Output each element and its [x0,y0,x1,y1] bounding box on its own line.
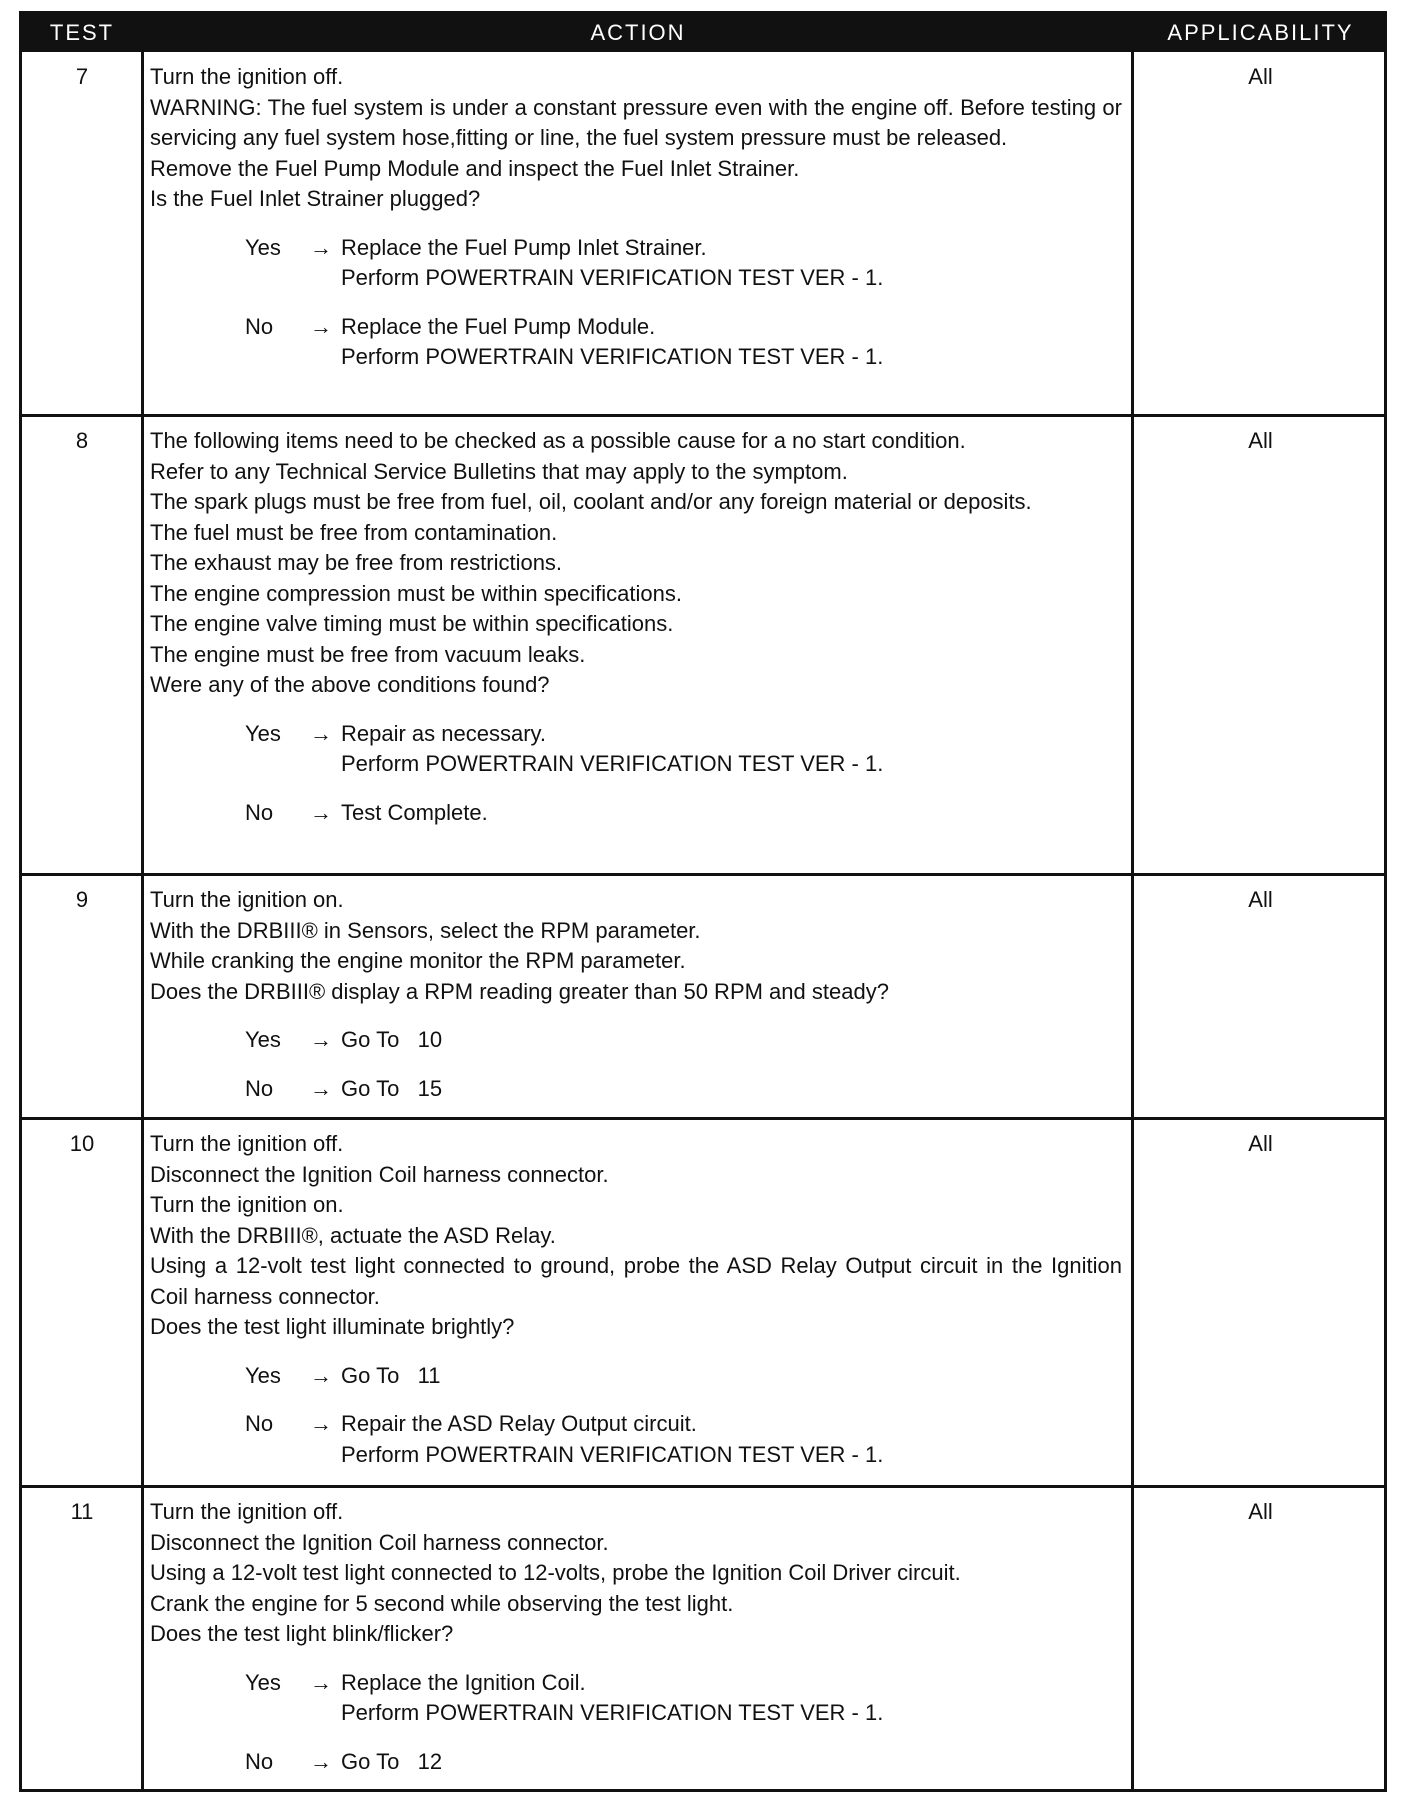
no-result [341,1409,883,1470]
result-text: Perform POWERTRAIN VERIFICATION TEST VER - 1. [341,344,884,369]
header-test: TEST [49,20,115,45]
right-arrow-icon: → [310,720,332,746]
result-text: Replace the Ignition Coil. [341,1669,586,1695]
action-step: Disconnect the Ignition Coil harness connector. [150,1529,609,1555]
test-number: 9 [75,887,89,912]
action-step: The engine must be free from vacuum leaks. [150,641,586,667]
header-applicability: APPLICABILITY [1167,20,1354,45]
result-text: Go To 11 [341,1362,441,1388]
action-step: Does the test light illuminate brightly? [150,1314,515,1339]
applicability-value: All [1248,1131,1273,1156]
test-number: 10 [69,1131,95,1156]
applicability-value: All [1248,64,1273,89]
result-text: Go To 15 [341,1075,443,1101]
action-step: The engine compression must be within specifications. [150,580,682,606]
yes-branch [150,1668,1122,1729]
yes-label: Yes [245,234,281,260]
row-divider [22,1485,1384,1488]
yes-result [341,1025,442,1056]
action-step: Using a 12-volt test light connected to ground, probe the ASD Relay Output circuit in the Ignition Coil harness connector. [150,1253,1122,1309]
action-step: WARNING: The fuel system is under a constant pressure even with the engine off. Before testing or servicing any fuel system hose,fitting or line, the fuel system pressure must be released. [150,94,1122,150]
action-step: With the DRBIII® in Sensors, select the RPM parameter. [150,917,701,943]
test-row-10 [22,1119,1384,1487]
no-branch [150,1747,1122,1778]
action-step: The engine valve timing must be within specifications. [150,611,674,636]
yes-label: Yes [245,1669,281,1695]
no-label: No [245,799,274,825]
test-action [150,426,1122,828]
right-arrow-icon: → [310,313,332,339]
result-text: Perform POWERTRAIN VERIFICATION TEST VER - 1. [341,1700,884,1725]
result-text: Repair the ASD Relay Output circuit. [341,1411,697,1436]
yes-result [341,1361,440,1392]
action-step: Turn the ignition off. [150,64,344,89]
result-text: Perform POWERTRAIN VERIFICATION TEST VER - 1. [341,751,884,776]
test-number: 7 [75,64,89,89]
action-step: Using a 12-volt test light connected to 12-volts, probe the Ignition Coil Driver circuit. [150,1560,961,1585]
test-row-11 [22,1487,1384,1789]
right-arrow-icon: → [310,1027,332,1052]
no-label: No [245,1411,274,1436]
no-label: No [245,313,274,339]
yes-result [341,719,883,780]
table-header [22,14,1384,52]
right-arrow-icon: → [310,234,332,260]
action-step: Does the test light blink/flicker? [150,1621,454,1646]
right-arrow-icon: → [310,799,332,825]
action-step: Disconnect the Ignition Coil harness connector. [150,1161,609,1187]
action-step: Remove the Fuel Pump Module and inspect the Fuel Inlet Strainer. [150,155,800,181]
result-text: Repair as necessary. [341,720,547,746]
test-number: 11 [70,1499,94,1524]
action-step: Turn the ignition off. [150,1499,344,1524]
result-text: Test Complete. [341,799,488,825]
no-label: No [245,1075,274,1101]
diagnostic-test-table [19,11,1387,1792]
no-branch [150,312,1122,373]
result-text: Replace the Fuel Pump Inlet Strainer. [341,234,707,260]
no-branch [150,798,1122,829]
action-step: Is the Fuel Inlet Strainer plugged? [150,186,481,211]
row-divider [22,414,1384,417]
yes-branch [150,719,1122,780]
no-result [341,798,488,829]
yes-branch [150,233,1122,294]
action-step: While cranking the engine monitor the RPM parameter. [150,948,686,973]
yes-result [341,1668,883,1729]
action-step: Does the DRBIII® display a RPM reading greater than 50 RPM and steady? [150,978,889,1004]
right-arrow-icon: → [310,1411,332,1436]
action-step: The following items need to be checked as a possible cause for a no start condition. [150,428,966,453]
yes-label: Yes [245,1027,281,1052]
applicability-value: All [1248,428,1273,453]
applicability-value: All [1248,887,1273,912]
row-divider [22,873,1384,876]
action-step: Turn the ignition on. [150,1192,344,1217]
header-action: ACTION [590,20,686,45]
action-step: The fuel must be free from contamination. [150,519,558,545]
result-text: Perform POWERTRAIN VERIFICATION TEST VER - 1. [341,265,884,290]
result-text: Replace the Fuel Pump Module. [341,313,656,339]
result-text: Go To 10 [341,1027,443,1052]
test-action [150,1129,1122,1470]
action-step: Crank the engine for 5 second while observing the test light. [150,1590,734,1616]
action-step: With the DRBIII®, actuate the ASD Relay. [150,1222,556,1248]
right-arrow-icon: → [310,1075,332,1101]
yes-branch [150,1361,1122,1392]
no-result [341,312,883,373]
result-text: Go To 12 [341,1748,443,1774]
test-action [150,885,1122,1104]
action-step: The exhaust may be free from restrictions. [150,550,563,575]
action-step: Turn the ignition on. [150,887,344,912]
no-result [341,1074,442,1105]
test-row-7 [22,52,1384,416]
yes-label: Yes [245,1362,281,1388]
action-step: Were any of the above conditions found? [150,672,550,697]
no-branch [150,1074,1122,1105]
test-action [150,62,1122,373]
result-text: Perform POWERTRAIN VERIFICATION TEST VER - 1. [341,1441,884,1467]
right-arrow-icon: → [310,1748,332,1774]
action-step: Refer to any Technical Service Bulletins that may apply to the symptom. [150,458,848,484]
row-divider [22,1117,1384,1120]
test-row-9 [22,875,1384,1119]
test-action [150,1497,1122,1777]
action-step: Turn the ignition off. [150,1131,344,1156]
no-branch [150,1409,1122,1470]
action-step: The spark plugs must be free from fuel, oil, coolant and/or any foreign material or deposits. [150,489,1032,514]
yes-branch [150,1025,1122,1056]
right-arrow-icon: → [310,1362,332,1388]
no-result [341,1747,442,1778]
right-arrow-icon: → [310,1669,332,1695]
yes-result [341,233,883,294]
yes-label: Yes [245,720,281,746]
test-number: 8 [75,428,89,453]
test-row-8 [22,416,1384,875]
applicability-value: All [1248,1499,1273,1524]
no-label: No [245,1748,274,1774]
